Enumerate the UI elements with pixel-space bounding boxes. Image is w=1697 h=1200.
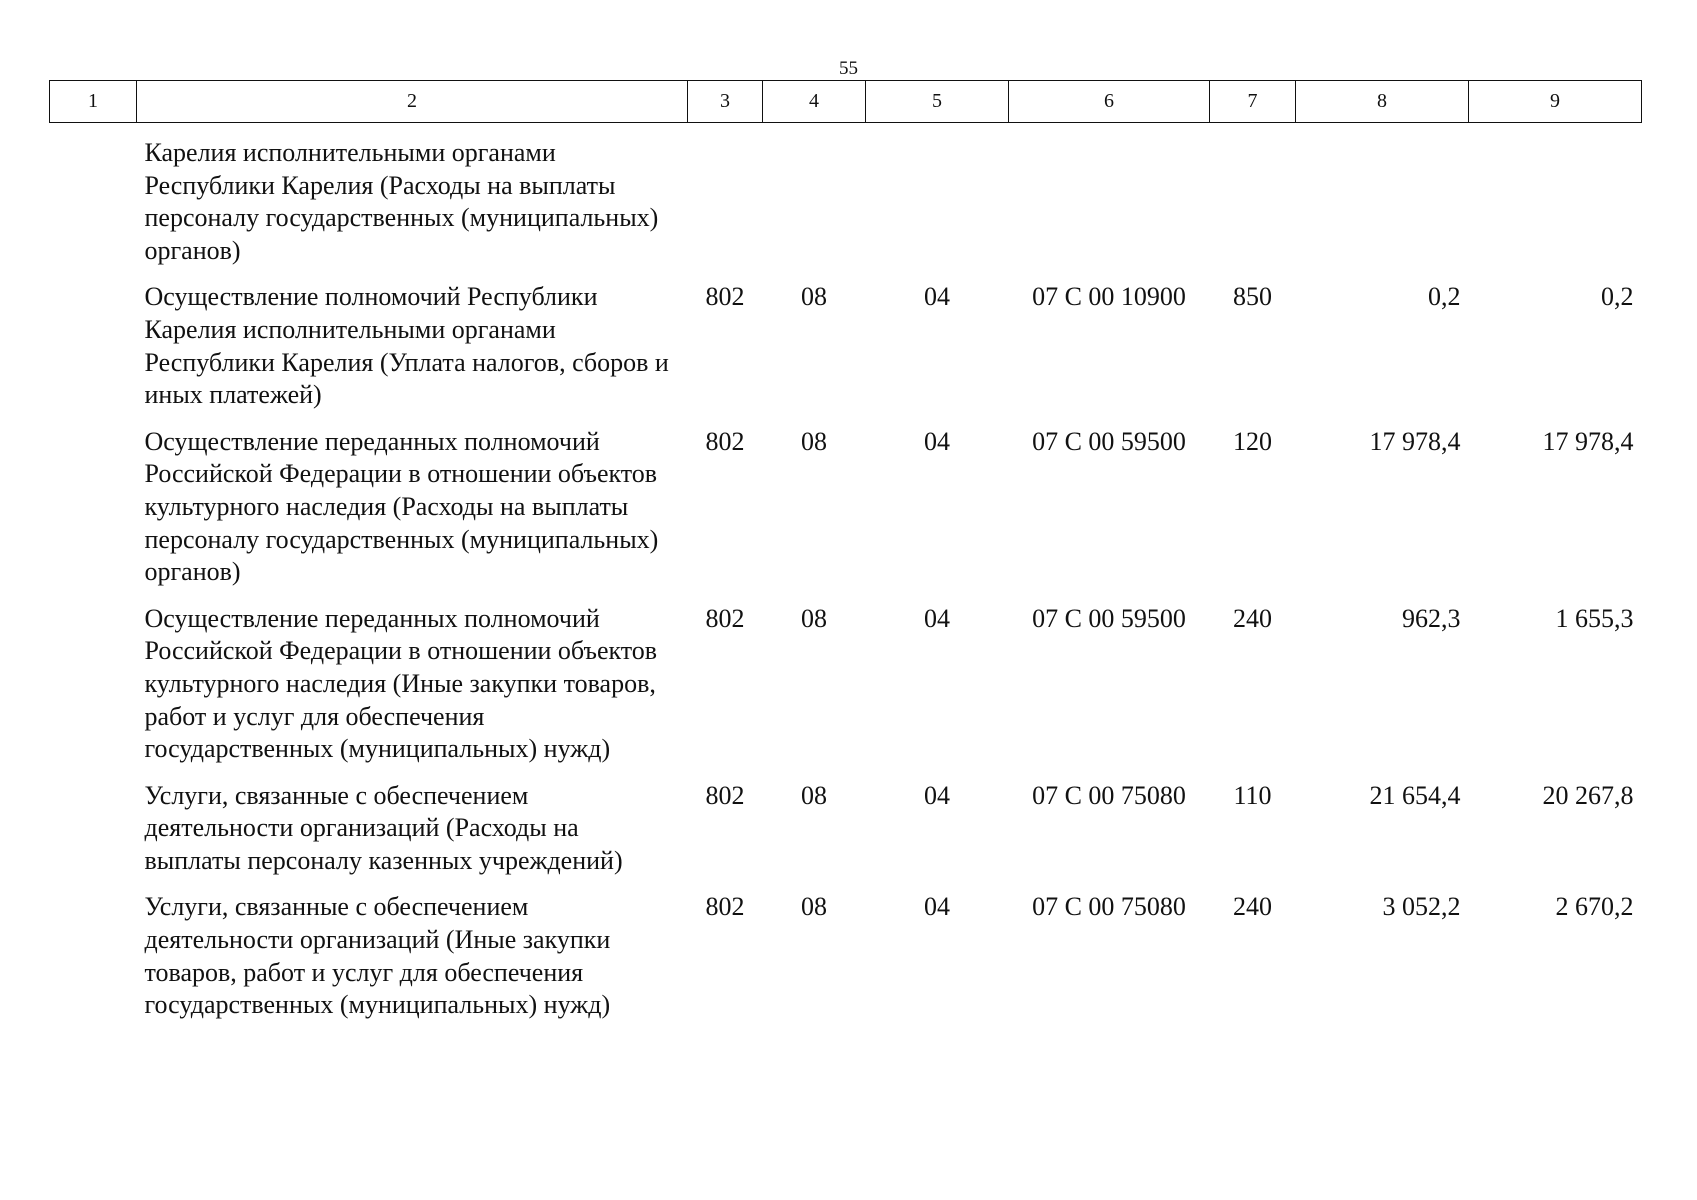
cell-amount-8: 0,2 [1428, 282, 1461, 312]
cell-ministry-code: 802 [705, 426, 745, 456]
cell-name: Осуществление переданных полномочий Российской Федерации в отношении объектов культурного наследия (Иные закупки товаров, работ и услуг для обеспечения государственных (муниципальных) нужд) [144, 603, 658, 764]
cell-name: Карелия исполнительными органами Республики Карелия (Расходы на выплаты персоналу государственных (муниципальных) органов) [144, 138, 659, 265]
cell-subsection: 04 [924, 282, 950, 312]
cell-expense-type: 240 [1233, 603, 1272, 633]
budget-table [49, 80, 1642, 1022]
cell-target-article: 07 С 00 59500 [1032, 426, 1186, 456]
header-col-1: 1 [50, 81, 137, 123]
cell-col-1 [50, 123, 137, 268]
table-row [50, 123, 1642, 268]
cell-section: 08 [801, 426, 827, 456]
table-row [50, 877, 1642, 1021]
header-col-8: 8 [1296, 81, 1469, 123]
table-row [50, 412, 1642, 589]
page-number: 55 [839, 58, 858, 79]
header-col-4: 4 [763, 81, 866, 123]
cell-expense-type: 240 [1233, 892, 1272, 922]
cell-expense-type: 850 [1233, 282, 1272, 312]
cell-name: Осуществление переданных полномочий Российской Федерации в отношении объектов культурного наследия (Расходы на выплаты персоналу государственных (муниципальных) органов) [144, 426, 659, 587]
cell-ministry-code: 802 [705, 780, 745, 810]
cell-col-1 [50, 589, 137, 766]
cell-target-article: 07 С 00 75080 [1032, 892, 1186, 922]
table-row [50, 766, 1642, 878]
cell-section: 08 [801, 603, 827, 633]
cell-subsection [866, 123, 1009, 268]
cell-col-1 [50, 766, 137, 878]
cell-subsection: 04 [924, 892, 950, 922]
cell-target-article: 07 С 00 59500 [1032, 603, 1186, 633]
cell-ministry-code: 802 [705, 603, 745, 633]
cell-subsection: 04 [924, 426, 950, 456]
cell-section: 08 [801, 892, 827, 922]
cell-amount-8: 17 978,4 [1369, 426, 1461, 456]
cell-section: 08 [801, 780, 827, 810]
cell-col-1 [50, 877, 137, 1021]
cell-name: Услуги, связанные с обеспечением деятельности организаций (Иные закупки товаров, работ и услуг для обеспечения государственных (муниципальных) нужд) [144, 892, 611, 1020]
table-body [50, 123, 1642, 1022]
cell-col-1 [50, 412, 137, 589]
header-col-9: 9 [1469, 81, 1642, 123]
cell-amount-9: 2 670,2 [1555, 892, 1634, 922]
header-col-7: 7 [1210, 81, 1296, 123]
cell-amount-9: 20 267,8 [1542, 780, 1634, 810]
cell-col-1 [50, 267, 137, 411]
cell-expense-type [1210, 123, 1296, 268]
cell-amount-9 [1469, 123, 1642, 268]
cell-amount-8: 962,3 [1402, 603, 1461, 633]
cell-ministry-code: 802 [705, 282, 745, 312]
cell-target-article: 07 С 00 10900 [1032, 282, 1186, 312]
cell-amount-8: 21 654,4 [1369, 780, 1461, 810]
table-row [50, 267, 1642, 411]
cell-amount-8: 3 052,2 [1382, 892, 1461, 922]
cell-subsection: 04 [924, 603, 950, 633]
cell-section [763, 123, 866, 268]
cell-ministry-code: 802 [705, 892, 745, 922]
header-col-2: 2 [137, 81, 688, 123]
cell-ministry-code [688, 123, 763, 268]
header-col-5: 5 [866, 81, 1009, 123]
cell-expense-type: 120 [1233, 426, 1272, 456]
table-row [50, 589, 1642, 766]
header-col-6: 6 [1009, 81, 1210, 123]
cell-amount-8 [1296, 123, 1469, 268]
cell-section: 08 [801, 282, 827, 312]
cell-expense-type: 110 [1233, 780, 1272, 810]
table-header [50, 81, 1642, 123]
cell-name: Осуществление полномочий Республики Карелия исполнительными органами Республики Карелия (Уплата налогов, сборов и иных платежей) [144, 282, 669, 410]
cell-amount-9: 0,2 [1601, 282, 1634, 312]
cell-name: Услуги, связанные с обеспечением деятельности организаций (Расходы на выплаты персоналу казенных учреждений) [144, 780, 623, 875]
cell-target-article [1009, 123, 1210, 268]
header-row [50, 81, 1642, 123]
cell-subsection: 04 [924, 780, 950, 810]
cell-target-article: 07 С 00 75080 [1032, 780, 1186, 810]
cell-amount-9: 17 978,4 [1542, 426, 1634, 456]
cell-amount-9: 1 655,3 [1555, 603, 1634, 633]
header-col-3: 3 [688, 81, 763, 123]
